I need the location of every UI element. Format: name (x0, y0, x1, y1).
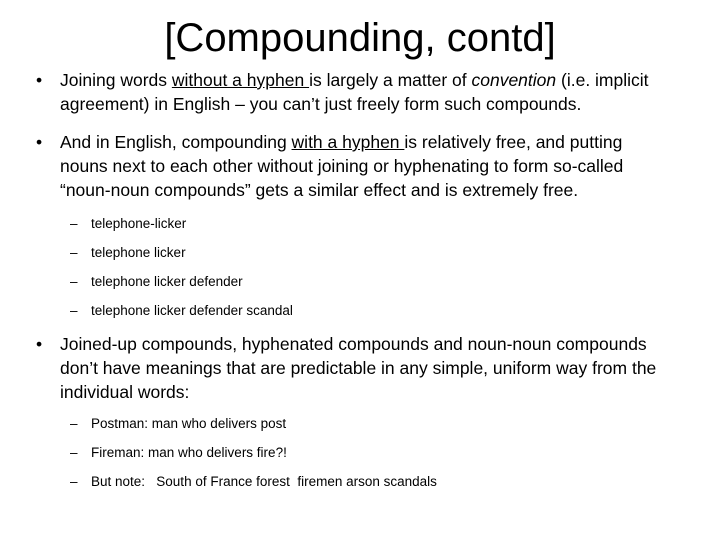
sub-item-text: telephone licker defender (91, 274, 243, 289)
bullet-item (36, 68, 706, 116)
bullet-text: (i.e. implicit (556, 70, 649, 90)
underlined-text: with a hyphen (291, 132, 405, 152)
bullet-dot-icon: • (36, 132, 43, 152)
dash-icon: – (70, 274, 78, 289)
dash-icon: – (70, 303, 78, 318)
dash-icon: – (70, 474, 78, 489)
sub-item-text: Postman: man who delivers post (91, 416, 287, 431)
sub-item-text: But note: South of France forest firemen arson scandals (91, 474, 437, 489)
bullet-line (60, 130, 706, 154)
bullet-text: Joining words (60, 70, 172, 90)
sub-item (36, 273, 706, 291)
bullet-line: don’t have meanings that are predictable in any simple, uniform way from the (60, 358, 657, 378)
sub-item (36, 215, 706, 233)
bullet-text: is largely a matter of (309, 70, 472, 90)
sub-item (36, 302, 706, 320)
bullet-line: “noun-noun compounds” gets a similar effect and is extremely free. (60, 180, 579, 200)
sub-item-text: telephone licker (91, 245, 186, 260)
sub-item (36, 415, 706, 433)
bullet-dot-icon: • (36, 70, 43, 90)
italic-text: convention (471, 70, 557, 90)
dash-icon: – (70, 445, 78, 460)
sub-list (36, 415, 706, 491)
sub-item (36, 244, 706, 262)
bullet-line: individual words: (60, 382, 190, 402)
sub-item (36, 444, 706, 462)
sub-item-text: telephone licker defender scandal (91, 303, 293, 318)
dash-icon: – (70, 416, 78, 431)
bullet-line: Joined-up compounds, hyphenated compounds and noun-noun compounds (60, 334, 647, 354)
bullet-list (36, 68, 706, 491)
bullet-dot-icon: • (36, 334, 43, 354)
bullet-item (36, 332, 706, 404)
bullet-line: agreement) in English – you can’t just freely form such compounds. (60, 94, 582, 114)
dash-icon: – (70, 245, 78, 260)
slide-title: [Compounding, contd] (164, 16, 556, 60)
sub-list (36, 215, 706, 320)
sub-item (36, 473, 706, 491)
bullet-line: nouns next to each other without joining or hyphenating to form so-called (60, 156, 624, 176)
bullet-line (60, 68, 706, 92)
bullet-item (36, 130, 706, 202)
dash-icon: – (70, 216, 78, 231)
underlined-text: without a hyphen (171, 70, 310, 90)
bullet-text: is relatively free, and putting (404, 132, 623, 152)
sub-item-text: Fireman: man who delivers fire?! (91, 445, 287, 460)
bullet-text: And in English, compounding (60, 132, 292, 152)
sub-item-text: telephone-licker (91, 216, 187, 231)
